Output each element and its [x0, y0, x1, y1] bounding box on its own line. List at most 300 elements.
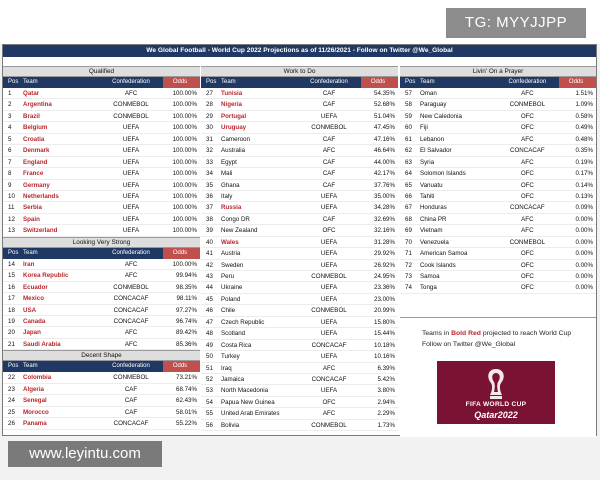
row-team: Austria — [221, 250, 241, 258]
row-team: Vanuatu — [419, 181, 443, 189]
row-confederation: AFC — [521, 135, 534, 143]
row-pos: 48 — [206, 330, 213, 338]
table-row — [3, 384, 200, 395]
row-team: American Samoa — [419, 250, 468, 258]
row-pos: 47 — [206, 318, 213, 326]
row-odds: 100.00% — [172, 204, 197, 212]
header-pos: Pos — [206, 79, 217, 85]
row-odds: 0.00% — [575, 261, 593, 269]
row-odds: 0.00% — [575, 238, 593, 246]
row-team: Morocco — [23, 408, 49, 416]
header-confederation: Confederation — [112, 249, 150, 256]
table-row — [201, 328, 398, 339]
header-odds: Odds — [163, 77, 200, 88]
row-team: Serbia — [23, 204, 42, 212]
row-odds: 47.45% — [374, 124, 395, 132]
row-odds: 0.00% — [575, 250, 593, 258]
row-odds: 0.00% — [575, 227, 593, 235]
row-odds: 46.64% — [374, 147, 395, 155]
header-odds: Odds — [163, 361, 200, 372]
section-2-0 — [400, 66, 596, 294]
row-pos: 29 — [206, 112, 213, 120]
section-title: Decent Shape — [3, 350, 200, 361]
row-confederation: OFC — [520, 170, 534, 178]
row-odds: 73.21% — [176, 374, 197, 382]
table-row — [3, 191, 200, 202]
row-team: Argentina — [23, 101, 52, 109]
row-odds: 100.00% — [172, 260, 197, 268]
table-row — [3, 282, 200, 293]
table-header — [201, 77, 398, 88]
row-odds: 99.94% — [176, 272, 197, 280]
table-row — [201, 191, 398, 202]
header-confederation: Confederation — [310, 79, 348, 85]
table-row — [3, 407, 200, 418]
logo-line-2: Qatar2022 — [474, 410, 518, 420]
table-row — [400, 237, 596, 248]
row-confederation: UEFA — [122, 135, 140, 143]
row-team: Cameroon — [221, 135, 250, 143]
row-team: Croatia — [23, 135, 45, 143]
row-confederation: AFC — [124, 272, 138, 280]
row-odds: 98.35% — [176, 283, 197, 291]
table-row — [201, 374, 398, 385]
row-team: Ukraine — [221, 284, 243, 292]
row-team: Italy — [221, 192, 233, 200]
header-team: Team — [419, 79, 435, 85]
row-team: Peru — [221, 273, 235, 280]
row-odds: 100.00% — [172, 112, 197, 120]
table-row — [400, 191, 596, 202]
row-odds: 58.01% — [176, 408, 197, 416]
table-row — [201, 385, 398, 396]
row-team: Syria — [419, 158, 435, 166]
table-row — [400, 111, 596, 122]
table-row — [3, 316, 200, 327]
row-odds: 98.11% — [176, 295, 197, 303]
row-odds: 85.36% — [176, 340, 197, 348]
section-1-0 — [201, 66, 398, 431]
row-pos: 57 — [405, 90, 412, 97]
row-pos: 69 — [405, 227, 412, 235]
row-pos: 67 — [405, 204, 412, 212]
row-confederation: UEFA — [320, 250, 338, 258]
row-odds: 1.73% — [377, 421, 395, 429]
section-title: Looking Very Strong — [3, 237, 200, 248]
row-confederation: CAF — [322, 181, 336, 189]
row-confederation: CONMEBOL — [509, 238, 546, 246]
row-confederation: OFC — [520, 261, 534, 269]
row-team: Egypt — [221, 158, 237, 166]
header-odds: Odds — [361, 77, 398, 88]
row-pos: 19 — [8, 318, 15, 326]
row-confederation: UEFA — [122, 227, 140, 235]
row-odds: 100.00% — [172, 170, 197, 178]
table-row — [3, 122, 200, 133]
table-row — [400, 260, 596, 271]
row-team: Canada — [23, 318, 46, 326]
row-pos: 45 — [206, 295, 213, 303]
note-text — [422, 328, 588, 350]
row-pos: 42 — [206, 261, 213, 269]
world-cup-logo — [437, 361, 555, 424]
row-pos: 16 — [8, 283, 15, 291]
row-pos: 13 — [8, 227, 15, 235]
header-pos: Pos — [8, 363, 19, 370]
row-team: Fiji — [419, 124, 428, 132]
row-pos: 3 — [8, 112, 12, 120]
row-pos: 1 — [8, 90, 12, 97]
row-odds: 0.17% — [575, 170, 593, 178]
row-pos: 40 — [206, 238, 213, 246]
row-odds: 35.00% — [374, 192, 395, 200]
row-odds: 5.42% — [377, 375, 395, 383]
row-pos: 46 — [206, 307, 213, 315]
table-row — [3, 168, 200, 179]
row-confederation: CAF — [322, 215, 336, 223]
row-pos: 26 — [8, 420, 15, 428]
row-confederation: CAF — [322, 101, 336, 109]
row-pos: 23 — [8, 385, 15, 393]
row-team: Ecuador — [23, 283, 48, 291]
table-row — [3, 259, 200, 270]
row-team: France — [23, 170, 44, 178]
row-odds: 10.16% — [374, 353, 395, 361]
header-team: Team — [23, 79, 38, 85]
row-odds: 96.74% — [176, 318, 197, 326]
row-team: Scotland — [221, 330, 246, 338]
table-header — [3, 248, 200, 259]
row-confederation: CONCACAF — [509, 204, 545, 212]
row-confederation: CONCACAF — [113, 306, 149, 314]
row-confederation: OFC — [520, 181, 534, 189]
row-odds: 32.69% — [374, 215, 395, 223]
table-row — [400, 157, 596, 168]
row-pos: 12 — [8, 215, 15, 223]
row-team: Uruguay — [221, 124, 247, 132]
row-pos: 59 — [405, 112, 412, 120]
row-pos: 8 — [8, 170, 12, 178]
row-pos: 52 — [206, 375, 213, 383]
row-odds: 1.09% — [575, 101, 593, 109]
table-row — [201, 214, 398, 225]
row-odds: 55.22% — [176, 420, 197, 428]
row-team: Oman — [419, 90, 437, 97]
row-pos: 71 — [405, 250, 412, 258]
row-confederation: OFC — [322, 398, 336, 406]
row-pos: 41 — [206, 250, 213, 258]
table-header — [3, 77, 200, 88]
row-team: Honduras — [419, 204, 447, 212]
row-pos: 11 — [8, 204, 15, 212]
table-row — [3, 202, 200, 213]
row-odds: 31.28% — [374, 238, 395, 246]
row-confederation: CONCACAF — [113, 318, 149, 326]
table-header — [3, 361, 200, 372]
row-confederation: UEFA — [122, 124, 140, 132]
row-confederation: UEFA — [320, 238, 338, 246]
row-confederation: AFC — [322, 410, 336, 418]
row-team: Australia — [221, 147, 246, 155]
table-row — [400, 134, 596, 145]
site-watermark: www.leyintu.com — [8, 441, 162, 467]
row-odds: 100.00% — [172, 181, 197, 189]
table-row — [201, 271, 398, 282]
row-confederation: OFC — [322, 227, 336, 235]
header-pos: Pos — [8, 79, 19, 85]
header-team: Team — [23, 363, 38, 370]
table-row — [201, 260, 398, 271]
row-confederation: OFC — [520, 273, 534, 280]
table-row — [400, 225, 596, 236]
row-odds: 37.76% — [374, 181, 395, 189]
row-team: Panama — [23, 420, 47, 428]
row-pos: 56 — [206, 421, 213, 429]
row-pos: 27 — [206, 90, 213, 97]
row-confederation: AFC — [322, 147, 336, 155]
row-pos: 43 — [206, 273, 213, 280]
row-odds: 51.04% — [374, 112, 395, 120]
row-team: Czech Republic — [221, 318, 265, 326]
row-team: United Arab Emirates — [221, 410, 280, 418]
row-team: Spain — [23, 215, 40, 223]
row-odds: 100.00% — [172, 90, 197, 97]
row-odds: 97.27% — [176, 306, 197, 314]
row-confederation: AFC — [322, 364, 336, 372]
row-team: Samoa — [419, 273, 440, 280]
row-confederation: CONMEBOL — [311, 273, 347, 280]
row-team: Jamaica — [221, 375, 245, 383]
row-pos: 58 — [405, 101, 412, 109]
row-odds: 0.09% — [575, 204, 593, 212]
table-row — [201, 145, 398, 156]
row-confederation: CONCACAF — [509, 147, 545, 155]
row-confederation: AFC — [124, 329, 138, 337]
row-pos: 30 — [206, 124, 213, 132]
row-confederation: CONMEBOL — [311, 124, 347, 132]
row-team: El Salvador — [419, 147, 452, 155]
row-pos: 51 — [206, 364, 213, 372]
row-confederation: UEFA — [122, 170, 140, 178]
row-odds: 2.29% — [377, 410, 395, 418]
row-odds: 15.44% — [374, 330, 395, 338]
row-confederation: UEFA — [320, 353, 338, 361]
row-odds: 23.00% — [374, 295, 395, 303]
row-pos: 61 — [405, 135, 412, 143]
row-confederation: CONCACAF — [311, 341, 347, 349]
legend-note — [400, 317, 596, 437]
row-team: Iran — [23, 260, 35, 268]
table-row — [201, 88, 398, 99]
header-odds: Odds — [559, 77, 596, 88]
header-odds: Odds — [163, 248, 200, 259]
row-confederation: AFC — [124, 340, 138, 348]
table-row — [400, 282, 596, 293]
row-odds: 26.92% — [374, 261, 395, 269]
row-pos: 2 — [8, 101, 12, 109]
section-title: Qualified — [3, 66, 200, 77]
table-row — [3, 395, 200, 406]
row-pos: 20 — [8, 329, 15, 337]
row-pos: 21 — [8, 340, 15, 348]
row-odds: 47.16% — [374, 135, 395, 143]
row-pos: 73 — [405, 273, 412, 280]
row-odds: 100.00% — [172, 158, 197, 166]
row-team: Netherlands — [23, 192, 59, 200]
row-pos: 44 — [206, 284, 213, 292]
row-confederation: CONMEBOL — [113, 101, 149, 109]
row-team: Saudi Arabia — [23, 340, 61, 348]
row-pos: 4 — [8, 124, 12, 132]
row-team: Colombia — [23, 374, 52, 382]
row-pos: 25 — [8, 408, 15, 416]
row-pos: 35 — [206, 181, 213, 189]
row-confederation: CAF — [322, 158, 336, 166]
row-team: Tunisia — [221, 90, 243, 97]
row-team: Brazil — [23, 112, 40, 120]
table-row — [201, 305, 398, 316]
header-confederation: Confederation — [508, 79, 547, 85]
row-confederation: UEFA — [122, 147, 140, 155]
row-confederation: UEFA — [122, 192, 140, 200]
row-pos: 5 — [8, 135, 12, 143]
row-confederation: CAF — [322, 170, 336, 178]
row-team: Ghana — [221, 181, 240, 189]
row-confederation: UEFA — [320, 112, 338, 120]
telegram-watermark: TG: MYYJJPP — [446, 8, 586, 38]
table-row — [201, 157, 398, 168]
table-row — [3, 372, 200, 383]
table-row — [3, 111, 200, 122]
row-odds: 23.36% — [374, 284, 395, 292]
section-0-2 — [3, 350, 200, 429]
table-row — [3, 339, 200, 350]
projection-sheet — [2, 44, 597, 436]
row-pos: 14 — [8, 260, 15, 268]
row-pos: 31 — [206, 135, 213, 143]
table-row — [201, 363, 398, 374]
row-team: Russia — [221, 204, 242, 212]
row-pos: 24 — [8, 397, 15, 405]
row-confederation: AFC — [521, 90, 534, 97]
row-odds: 0.58% — [575, 112, 593, 120]
row-odds: 100.00% — [172, 101, 197, 109]
row-confederation: CONMEBOL — [311, 421, 347, 429]
row-confederation: OFC — [520, 112, 534, 120]
row-team: Venezuela — [419, 238, 449, 246]
column-1 — [3, 67, 200, 437]
row-confederation: CAF — [322, 90, 336, 97]
table-row — [3, 225, 200, 236]
row-odds: 0.35% — [575, 147, 593, 155]
row-team: USA — [23, 306, 37, 314]
row-odds: 68.74% — [176, 385, 197, 393]
row-odds: 2.94% — [377, 398, 395, 406]
row-team: Costa Rica — [221, 341, 252, 349]
table-header — [400, 77, 596, 88]
row-pos: 17 — [8, 295, 15, 303]
row-team: New Zealand — [221, 227, 258, 235]
row-confederation: CONCACAF — [113, 420, 149, 428]
row-pos: 9 — [8, 181, 12, 189]
table-row — [400, 180, 596, 191]
row-confederation: CONMEBOL — [113, 283, 149, 291]
table-row — [400, 99, 596, 110]
row-team: Senegal — [23, 397, 47, 405]
row-odds: 42.17% — [374, 170, 395, 178]
row-pos: 64 — [405, 170, 412, 178]
section-title: Livin' On a Prayer — [400, 66, 596, 77]
row-odds: 0.00% — [575, 284, 593, 292]
row-confederation: UEFA — [320, 387, 338, 395]
row-odds: 0.00% — [575, 273, 593, 280]
row-odds: 0.49% — [575, 124, 593, 132]
row-confederation: CAF — [124, 397, 138, 405]
row-odds: 0.13% — [575, 192, 593, 200]
table-row — [3, 305, 200, 316]
table-row — [400, 122, 596, 133]
table-row — [400, 214, 596, 225]
row-confederation: UEFA — [320, 204, 338, 212]
row-odds: 3.80% — [377, 387, 395, 395]
row-pos: 60 — [405, 124, 412, 132]
column-3 — [400, 67, 596, 437]
row-odds: 20.99% — [374, 307, 395, 315]
section-0-0 — [3, 66, 200, 237]
row-odds: 100.00% — [172, 147, 197, 155]
row-odds: 32.16% — [374, 227, 395, 235]
row-odds: 100.00% — [172, 227, 197, 235]
header-confederation: Confederation — [112, 79, 150, 85]
trophy-emblem-icon — [482, 367, 510, 401]
row-team: Solomon Islands — [419, 170, 466, 178]
table-row — [201, 397, 398, 408]
row-pos: 6 — [8, 147, 12, 155]
row-odds: 10.18% — [374, 341, 395, 349]
row-team: Switzerland — [23, 227, 58, 235]
row-odds: 6.39% — [377, 364, 395, 372]
row-team: Belgium — [23, 124, 48, 132]
row-odds: 0.00% — [575, 215, 593, 223]
row-confederation: CONMEBOL — [113, 374, 149, 382]
row-confederation: CONCACAF — [113, 295, 149, 303]
row-odds: 44.00% — [374, 158, 395, 166]
row-confederation: AFC — [521, 227, 534, 235]
table-row — [3, 293, 200, 304]
table-row — [201, 282, 398, 293]
row-team: Germany — [23, 181, 50, 189]
row-confederation: OFC — [520, 250, 534, 258]
table-row — [3, 327, 200, 338]
row-confederation: CONMEBOL — [311, 307, 347, 315]
row-team: Denmark — [23, 147, 50, 155]
row-odds: 0.19% — [575, 158, 593, 166]
table-row — [201, 122, 398, 133]
table-row — [3, 99, 200, 110]
row-confederation: UEFA — [320, 318, 338, 326]
table-row — [201, 180, 398, 191]
header-pos: Pos — [405, 79, 416, 85]
row-confederation: UEFA — [122, 181, 140, 189]
row-confederation: CAF — [322, 135, 336, 143]
table-row — [201, 317, 398, 328]
row-team: Tonga — [419, 284, 437, 292]
row-pos: 28 — [206, 101, 213, 109]
row-confederation: CAF — [124, 385, 138, 393]
table-row — [201, 420, 398, 431]
row-pos: 32 — [206, 147, 213, 155]
row-pos: 10 — [8, 192, 15, 200]
